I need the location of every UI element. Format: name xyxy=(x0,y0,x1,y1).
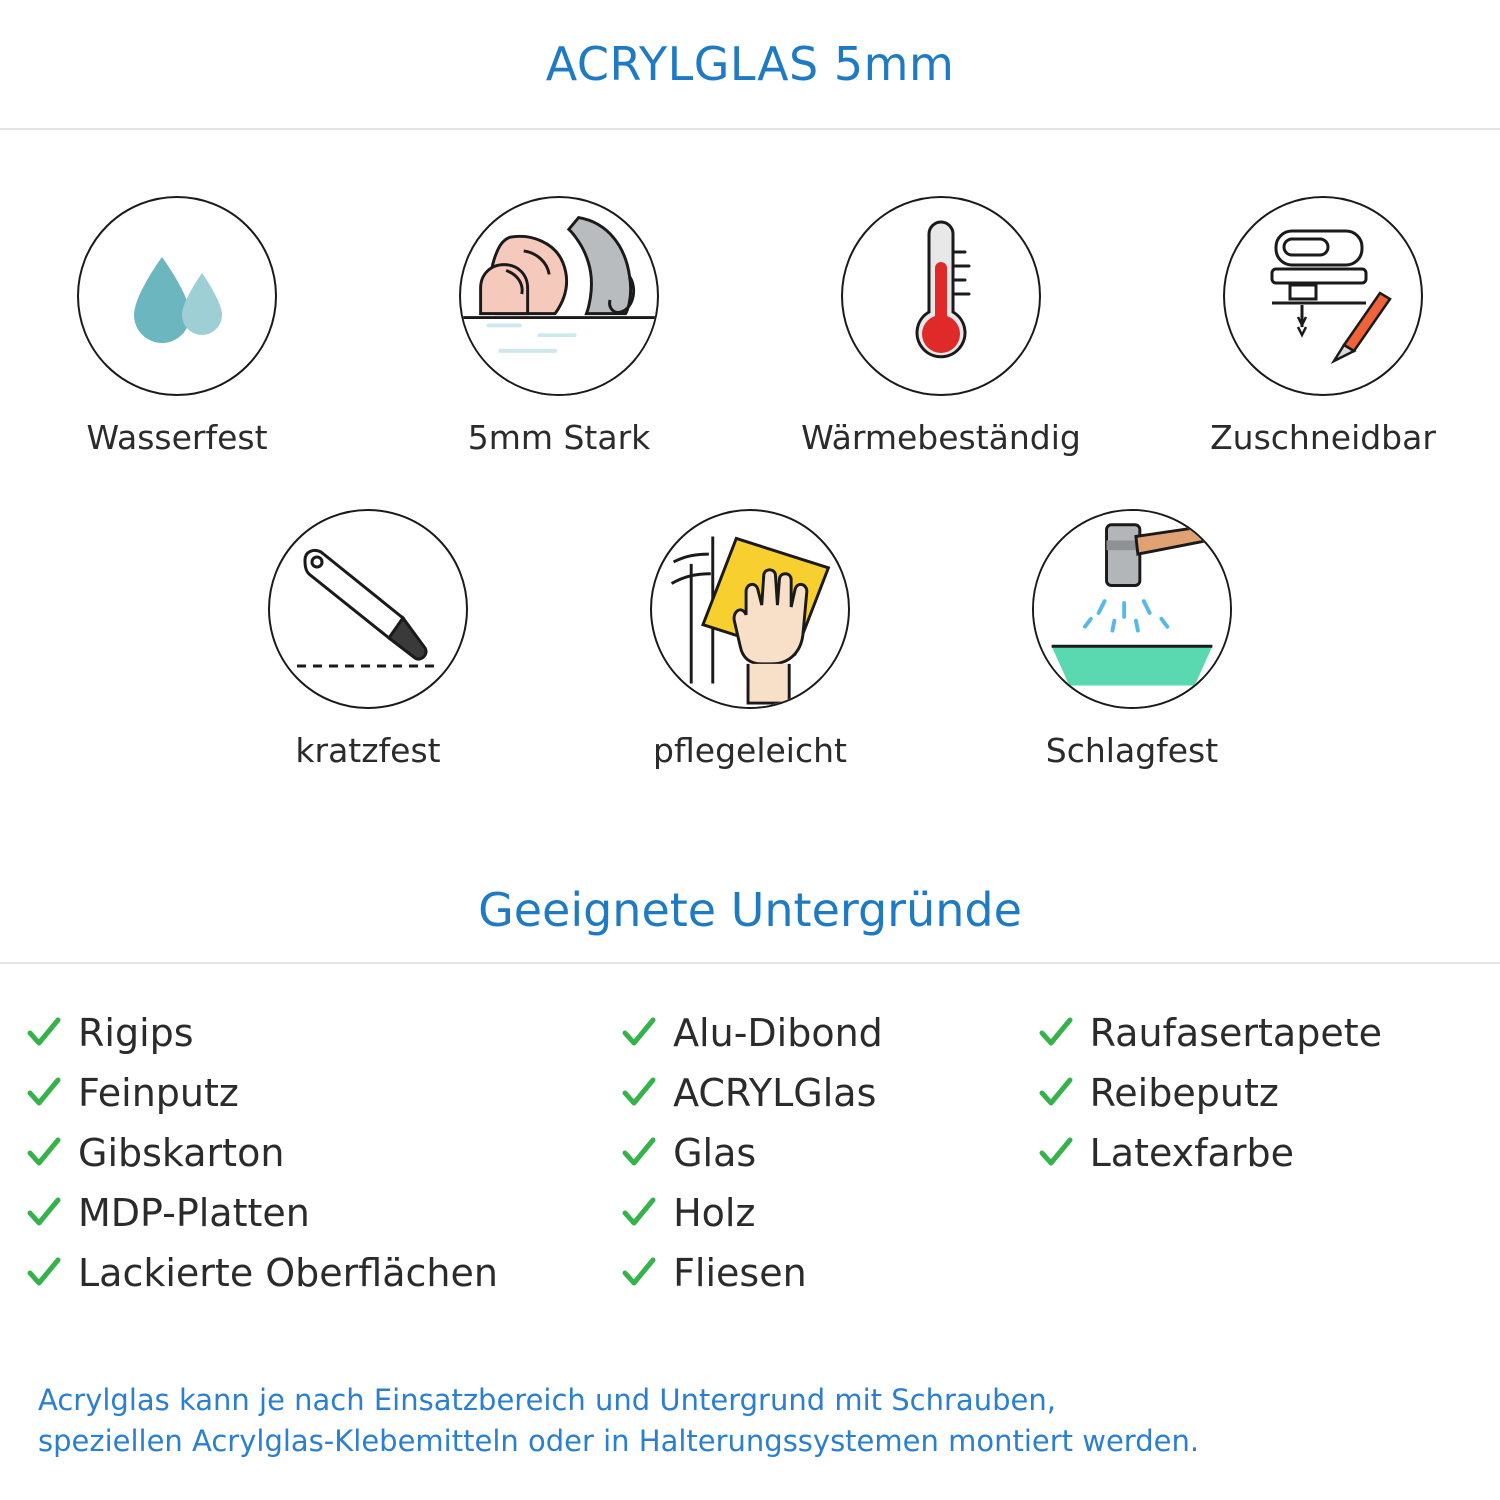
list-item-label: ACRYLGlas xyxy=(673,1070,877,1115)
check-icon xyxy=(26,1015,62,1051)
feature-label: Wasserfest xyxy=(86,418,268,457)
feature-pflegeleicht xyxy=(605,509,895,770)
list-item xyxy=(621,1246,1038,1299)
list-item xyxy=(621,1066,1038,1119)
list-item-label: Rigips xyxy=(78,1010,194,1055)
list-item xyxy=(26,1006,621,1059)
feature-row-1 xyxy=(0,196,1500,457)
list-item-label: Glas xyxy=(673,1130,757,1175)
section-header xyxy=(0,858,1500,964)
feature-label: Schlagfest xyxy=(1045,731,1219,770)
features-section xyxy=(0,130,1500,770)
water-drops-icon xyxy=(77,196,277,396)
checklist-column-3 xyxy=(1038,1006,1474,1299)
check-icon xyxy=(26,1075,62,1111)
check-icon xyxy=(26,1255,62,1291)
check-icon xyxy=(26,1135,62,1171)
feature-label: Wärmebeständig xyxy=(801,418,1081,457)
footer-note xyxy=(38,1380,1462,1462)
list-item-label: Reibeputz xyxy=(1089,1070,1279,1115)
knife-scratch-icon xyxy=(268,509,468,709)
list-item xyxy=(26,1186,621,1239)
list-item xyxy=(621,1126,1038,1179)
substrates-checklist xyxy=(0,964,1500,1299)
check-icon xyxy=(1038,1135,1074,1171)
check-icon xyxy=(621,1195,657,1231)
footer-note-line-2: speziellen Acrylglas-Klebemitteln oder in Halterungssystemen montiert werden. xyxy=(38,1423,1200,1458)
check-icon xyxy=(621,1075,657,1111)
check-icon xyxy=(1038,1015,1074,1051)
check-icon xyxy=(621,1135,657,1171)
list-item xyxy=(26,1066,621,1119)
list-item xyxy=(621,1006,1038,1059)
strong-arm-icon xyxy=(459,196,659,396)
list-item xyxy=(621,1186,1038,1239)
list-item xyxy=(26,1126,621,1179)
feature-schlagfest xyxy=(987,509,1277,770)
list-item-label: Latexfarbe xyxy=(1089,1130,1294,1175)
list-item-label: Fliesen xyxy=(673,1250,807,1295)
list-item xyxy=(1038,1066,1474,1119)
feature-label: kratzfest xyxy=(295,731,441,770)
feature-row-2 xyxy=(0,509,1500,770)
footer-note-line-1: Acrylglas kann je nach Einsatzbereich und Untergrund mit Schrauben, xyxy=(38,1382,1056,1417)
check-icon xyxy=(26,1195,62,1231)
list-item-label: Gibskarton xyxy=(78,1130,285,1175)
feature-zuschneidbar xyxy=(1178,196,1468,457)
check-icon xyxy=(621,1015,657,1051)
section-title: Geeignete Untergründe xyxy=(478,883,1022,937)
feature-waermebestaendig xyxy=(796,196,1086,457)
list-item xyxy=(1038,1006,1474,1059)
feature-label: 5mm Stark xyxy=(467,418,651,457)
list-item xyxy=(26,1246,621,1299)
list-item-label: Raufasertapete xyxy=(1089,1010,1382,1055)
list-item-label: Holz xyxy=(673,1190,756,1235)
list-item-label: MDP-Platten xyxy=(78,1190,310,1235)
feature-kratzfest xyxy=(223,509,513,770)
list-item xyxy=(1038,1126,1474,1179)
feature-5mm-stark xyxy=(414,196,704,457)
list-item-label: Alu-Dibond xyxy=(673,1010,883,1055)
page-title: ACRYLGLAS 5mm xyxy=(545,37,955,91)
thermometer-icon xyxy=(841,196,1041,396)
check-icon xyxy=(1038,1075,1074,1111)
hammer-impact-icon xyxy=(1032,509,1232,709)
checklist-column-1 xyxy=(26,1006,621,1299)
header xyxy=(0,0,1500,130)
check-icon xyxy=(621,1255,657,1291)
feature-wasserfest xyxy=(32,196,322,457)
list-item-label: Lackierte Oberflächen xyxy=(78,1250,498,1295)
feature-label: pflegeleicht xyxy=(653,731,847,770)
cleaning-hand-cloth-icon xyxy=(650,509,850,709)
feature-label: Zuschneidbar xyxy=(1210,418,1436,457)
jigsaw-cutter-icon xyxy=(1223,196,1423,396)
checklist-column-2 xyxy=(621,1006,1038,1299)
list-item-label: Feinputz xyxy=(78,1070,239,1115)
